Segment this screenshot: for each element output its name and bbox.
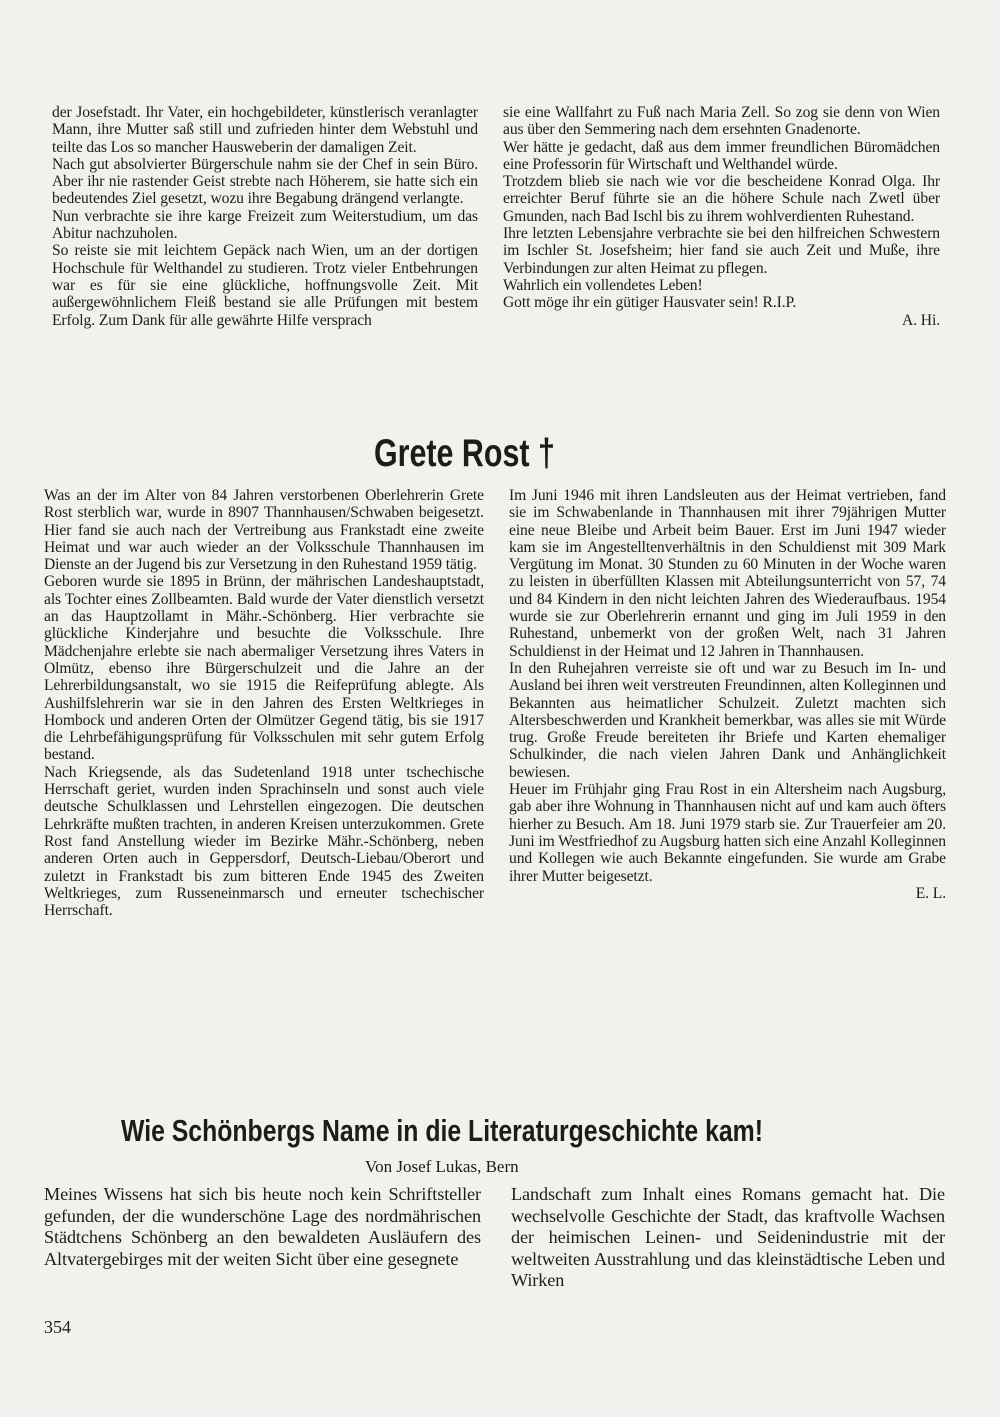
paragraph: sie eine Wallfahrt zu Fuß nach Maria Zell. So zog sie denn von Wien aus über den Semmering nach dem ersehnten Gnadenorte. — [503, 104, 940, 139]
paragraph: Meines Wissens hat sich bis heute noch kein Schriftsteller gefunden, der die wunderschöne Lage des nordmährischen Städtchens Schönberg an den bewaldeten Ausläufern des Altvatergebirges mit der weiten Sicht über eine gesegnete — [44, 1184, 481, 1269]
paragraph: Im Juni 1946 mit ihren Landsleuten aus der Heimat vertrieben, fand sie im Schwabenlande in Thannhausen mit ihrer 79jährigen Mutter eine neue Bleibe und Arbeit beim Bauer. Erst im Juni 1947 wieder kam sie im Angestelltenverhältnis in den Schuldienst mit 309 Mark Vergütung im Monat. 30 Stunden zu 60 Minuten in der Woche waren zu leisten in überfüllten Klassen mit Abteilungsunterricht von 57, 74 und 84 Kindern in den nicht leichten Jahren des Wiederaufbaus. 1954 wurde sie zur Oberlehrerin ernannt und ging im Juli 1959 in den Ruhestand, unbemerkt von der großen Welt, nach 31 Jahren Schuldienst in der Heimat und 12 Jahren in Thannhausen. — [509, 487, 946, 660]
article3-right-column — [511, 1184, 945, 1292]
article3-left-column — [44, 1184, 481, 1270]
paragraph: Wer hätte je gedacht, daß aus dem immer freundlichen Büromädchen eine Professorin für Wirtschaft und Welthandel würde. — [503, 138, 940, 173]
paragraph: Wahrlich ein vollendetes Leben! — [503, 276, 703, 294]
paragraph: Landschaft zum Inhalt eines Romans gemacht hat. Die wechselvolle Geschichte der Stadt, das kraftvolle Wachsen der heimischen Leinen- und Seidenindustrie mit der weltweiten Ausstrahlung und das kleinstädtische Leben und Wirken — [511, 1184, 945, 1290]
paragraph: In den Ruhejahren verreiste sie oft und war zu Besuch im In- und Ausland bei ihren weit verstreuten Freundinnen, alten Kolleginnen und Bekannten aus heimatlicher Schulzeit. Zuletzt machten sich Altersbeschwerden und Krankheit bemerkbar, was alles sie mit Würde trug. Große Freude bereiteten ihr Briefe und Karten ehemaliger Schulkinder, die nach vielen Jahren Dank und Anhänglichkeit bewiesen. — [509, 659, 946, 781]
article3-byline: Von Josef Lukas, Bern — [365, 1157, 519, 1176]
article1-right-column — [503, 104, 940, 329]
article2-left-column — [44, 487, 484, 919]
paragraph: Nach gut absolvierter Bürgerschule nahm sie der Chef in sein Büro. Aber ihr nie rastender Geist strebte nach Höherem, sie hatte sich ein bedeutendes Ziel gesetzt, wozu ihre Begabung drängend verlangte. — [52, 155, 478, 208]
paragraph: Nach Kriegsende, als das Sudetenland 1918 unter tschechische Herrschaft geriet, wurden inden Sprachinseln und sonst auch viele deutsche Schulklassen und Lehrstellen eingezogen. Die deutschen Lehrkräfte mußten trachten, in anderen Kreisen unterzukommen. Grete Rost fand Anstellung wieder im Bezirke Mähr.-Schönberg, neben anderen Orten auch in Geppersdorf, Deutsch-Liebau/Oberort und zuletzt in Frankstadt bis zum bitteren Ende 1945 des Zweiten Weltkrieges, zum Russeneinmarsch und erneuter tschechischer Herrschaft. — [44, 763, 484, 920]
author-signature: A. Hi. — [902, 311, 940, 329]
paragraph: Gott möge ihr ein gütiger Hausvater sein! R.I.P. — [503, 294, 797, 312]
article2-title: Grete Rost † — [374, 432, 555, 475]
article3-title: Wie Schönbergs Name in die Literaturgeschichte kam! — [121, 1113, 763, 1148]
paragraph: Heuer im Frühjahr ging Frau Rost in ein Altersheim nach Augsburg, gab aber ihre Wohnung in Thannhausen nicht auf und kam auch öfters hierher zu Besuch. Am 18. Juni 1979 starb sie. Zur Trauerfeier am 20. Juni im Westfriedhof zu Augsburg hatten sich eine Anzahl Kolleginnen und Kollegen wie auch Bekannte eingefunden. Sie wurde am Grabe ihrer Mutter beigesetzt. — [509, 781, 947, 885]
paragraph: der Josefstadt. Ihr Vater, ein hochgebildeter, künstlerisch veranlagter Mann, ihre Mutter saß still und zufrieden hinter dem Webstuhl und teilte das Los so mancher Hausweberin der damaligen Zeit. — [52, 104, 478, 156]
article2-right-column — [509, 487, 946, 902]
paragraph: Nun verbrachte sie ihre karge Freizeit zum Weiterstudium, um das Abitur nachzuholen. — [52, 207, 478, 243]
paragraph: Was an der im Alter von 84 Jahren verstorbenen Oberlehrerin Grete Rost sterblich war, wurde in 8907 Thannhausen/Schwaben beigesetzt. Hier fand sie auch nach der Vertreibung aus Frankstadt eine zweite Heimat und war auch wieder an der Volksschule Thannhausen im Dienste an der Jugend bis zur Versetzung in den Ruhestand 1959 tätig. — [44, 487, 484, 574]
paragraph: Geboren wurde sie 1895 in Brünn, der mährischen Landeshauptstadt, als Tochter eines Zollbeamten. Bald wurde der Vater dienstlich versetzt an das Hauptzollamt in Mähr.-Schönberg. Hier verbrachte sie glückliche Kinderjahre und besuchte die Volksschule. Ihre Mädchenjahre erlebte sie nach abermaliger Versetzung ihres Vaters in Olmütz, ebenso ihre Bürgerschulzeit und die Jahre an der Lehrerbildungsanstalt, wo sie 1915 die Reifeprüfung ablegte. Als Aushilfslehrerin war sie in den Jahren des Ersten Weltkrieges in Hombock und anderen Orten der Olmützer Gegend tätig, bis sie 1917 die Lehrbefähigungsprüfung für Volksschulen mit sehr gutem Erfolg bestand. — [44, 573, 484, 764]
page-number: 354 — [44, 1317, 71, 1337]
article1-left-column — [52, 104, 478, 329]
paragraph: Ihre letzten Lebensjahre verbrachte sie bei den hilfreichen Schwestern im Ischler St. Josefsheim; hier fand sie auch Zeit und Muße, ihre Verbindungen zur alten Heimat zu pflegen. — [503, 225, 940, 277]
author-signature: E. L. — [915, 884, 946, 902]
paragraph: So reiste sie mit leichtem Gepäck nach Wien, um an der dortigen Hochschule für Welthandel zu studieren. Trotz vieler Entbehrungen war es für sie eine glückliche, hoffnungsvolle Zeit. Mit außergewöhnlichem Fleiß bestand sie alle Prüfungen mit bestem Erfolg. Zum Dank für alle gewährte Hilfe versprach — [52, 242, 478, 329]
paragraph: Trotzdem blieb sie nach wie vor die bescheidene Konrad Olga. Ihr erreichter Beruf führte sie an die höhere Schule nach Zwetl über Gmunden, nach Bad Ischl bis zu ihrem wohlverdienten Ruhestand. — [503, 173, 940, 225]
